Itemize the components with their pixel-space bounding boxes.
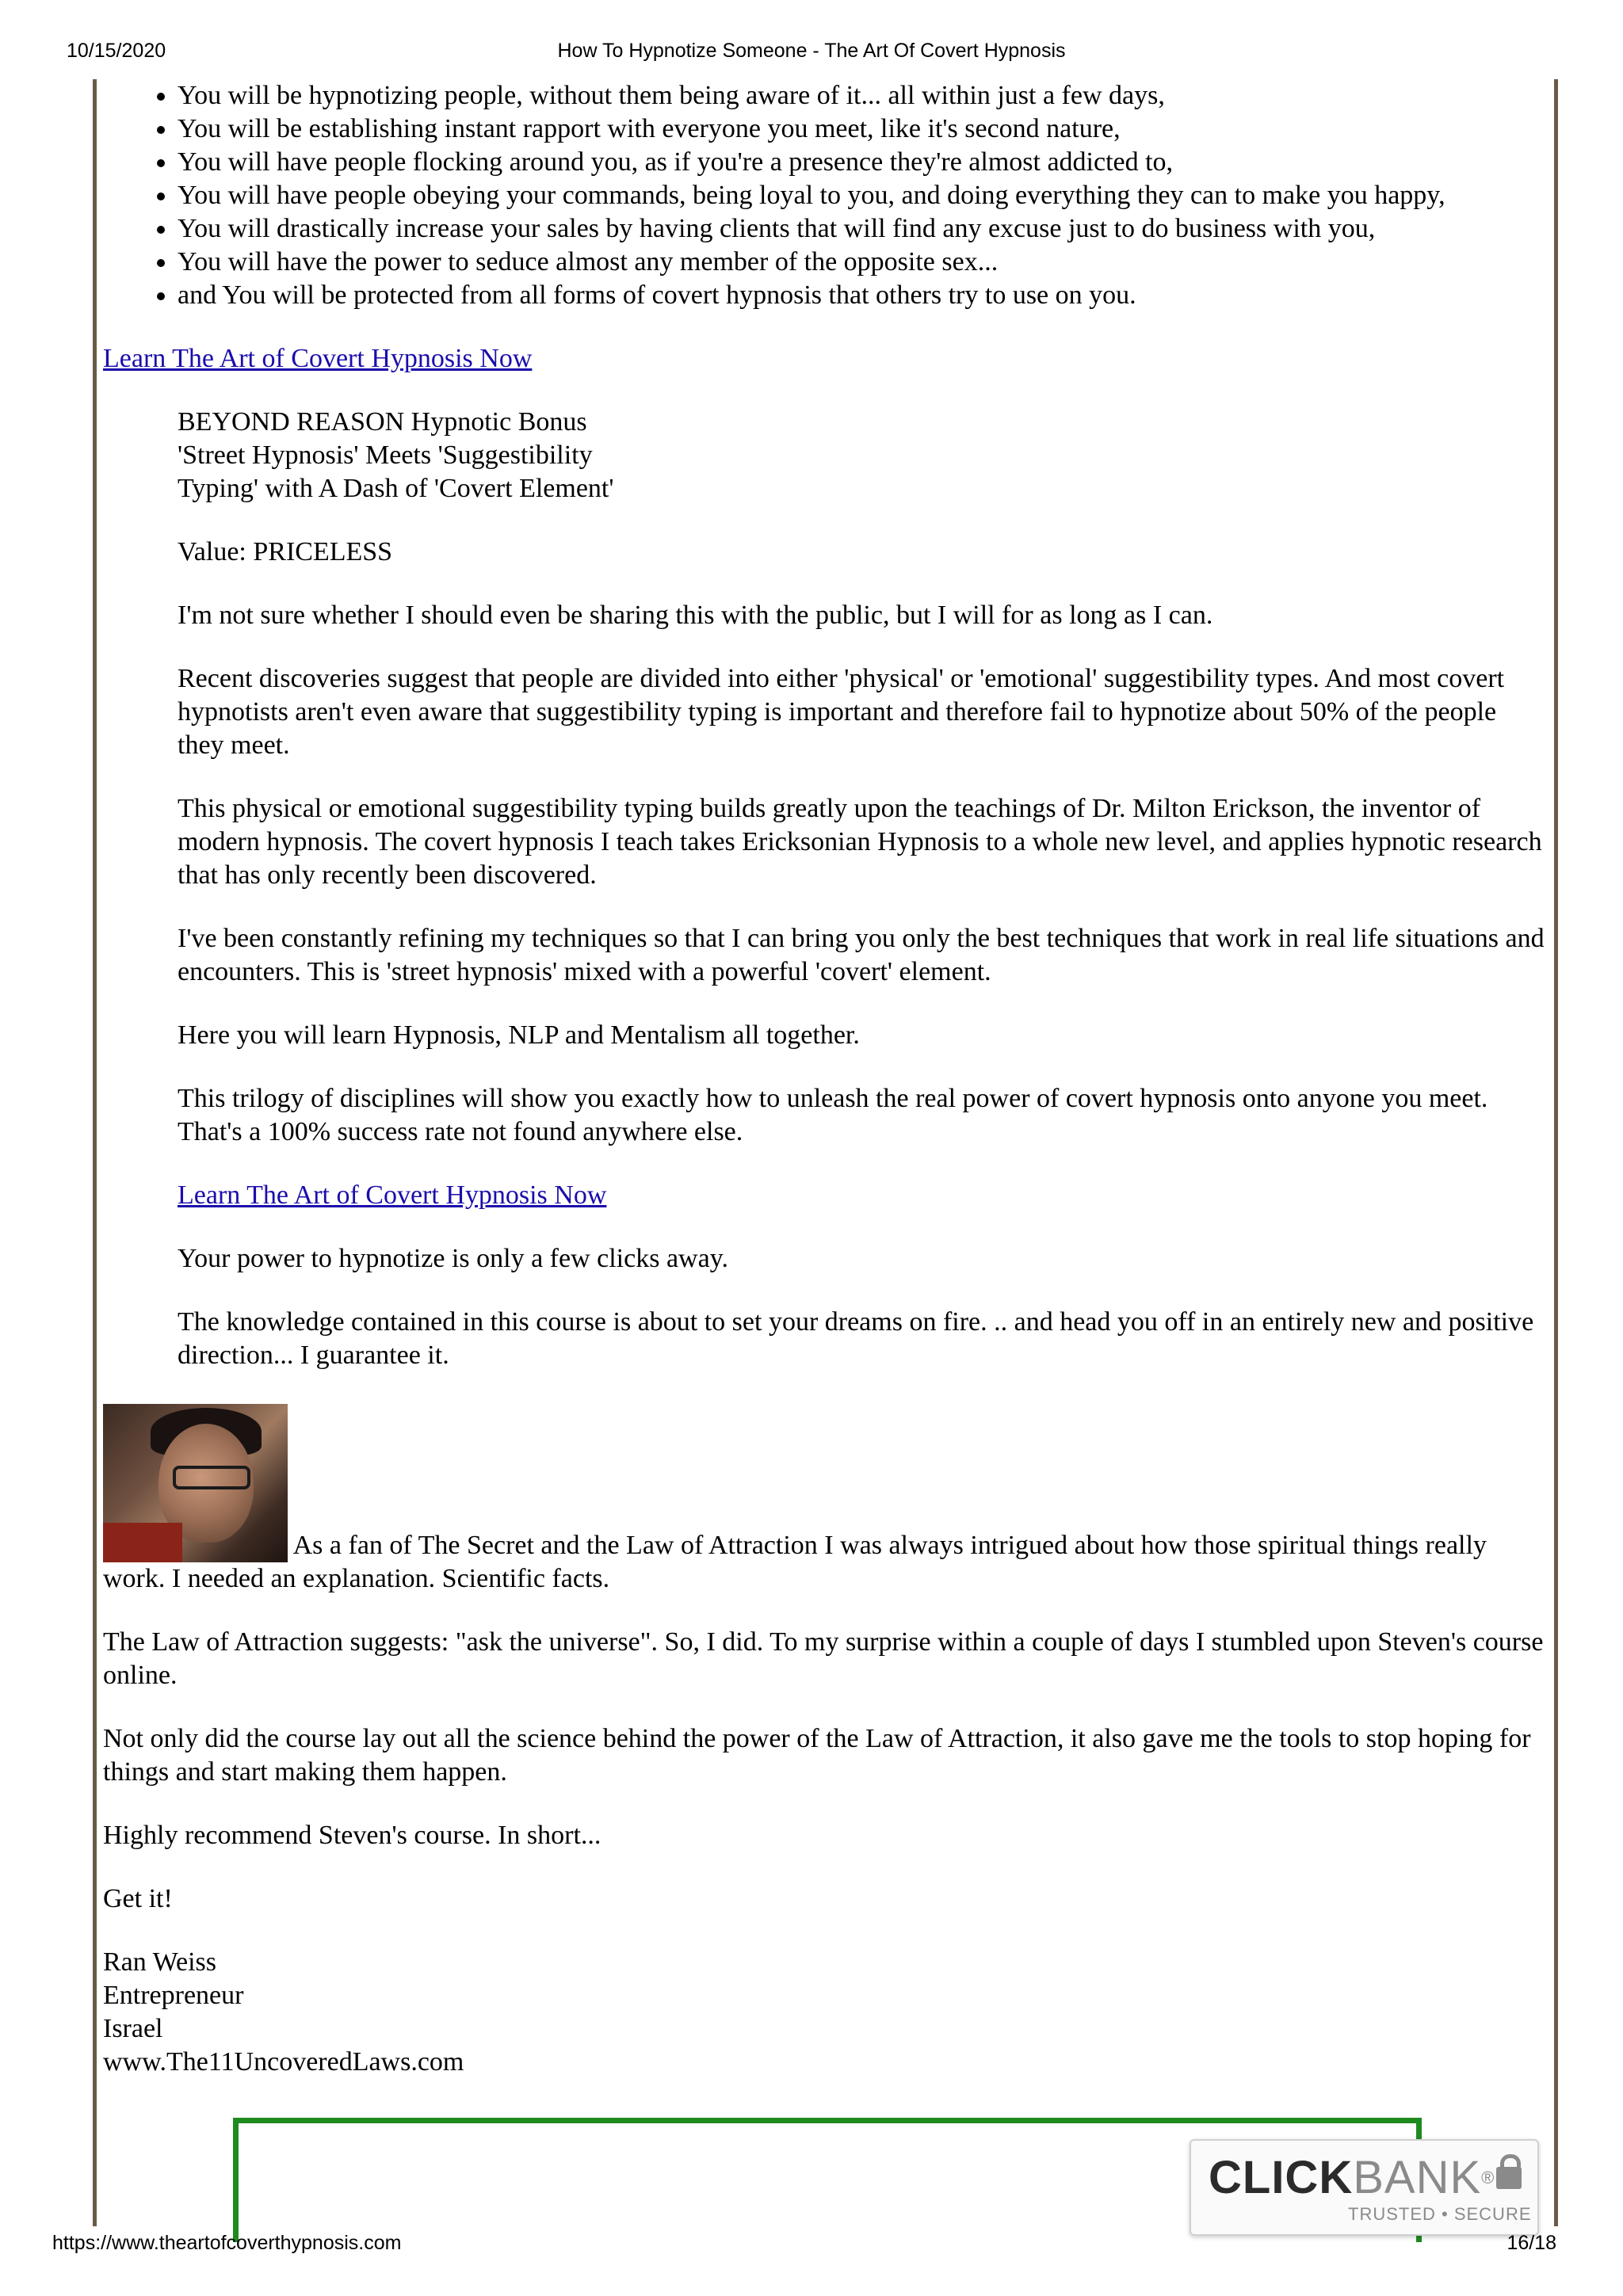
bonus-paragraph: Recent discoveries suggest that people are divided into either 'physical' or 'emotional' suggestibility types. And most covert hypnotists aren't even aware that suggestibility typing is important and therefore fail to hypnotize about 50% of the people they meet.: [178, 664, 1505, 760]
footer-page-number: 16/18: [1507, 2232, 1556, 2254]
bonus-paragraph: I'm not sure whether I should even be sharing this with the public, but I will for as long as I can.: [178, 601, 1213, 630]
clickbank-tagline: TRUSTED • SECURE: [1348, 2204, 1532, 2224]
bonus-title-line-3: Typing' with A Dash of 'Covert Element': [178, 474, 614, 503]
list-item: • and You will be protected from all forms of covert hypnosis that others try to use on you.: [178, 279, 1545, 312]
bonus-title-line-2: 'Street Hypnosis' Meets 'Suggestibility: [178, 441, 593, 470]
bonus-value: Value: PRICELESS: [178, 537, 393, 566]
clickbank-click-text: CLICK: [1209, 2152, 1354, 2203]
testimonial-website: www.The11UncoveredLaws.com: [103, 2047, 464, 2077]
testimonial-paragraph: Get it!: [103, 1884, 173, 1913]
testimonial-photo: [103, 1404, 288, 1562]
bonus-paragraph: Your power to hypnotize is only a few clicks away.: [178, 1244, 728, 1273]
header-title: How To Hypnotize Someone - The Art Of Covert Hypnosis: [557, 40, 1066, 62]
footer-url: https://www.theartofcoverthypnosis.com: [52, 2232, 402, 2254]
testimonial-paragraph: Not only did the course lay out all the science behind the power of the Law of Attraction, it also gave me the tools to stop hoping for things and start making them happen.: [103, 1724, 1531, 1787]
bonus-paragraph: The knowledge contained in this course is about to set your dreams on fire. .. and head you off in an entirely new and positive direction... I guarantee it.: [178, 1307, 1534, 1370]
testimonial-paragraph: Highly recommend Steven's course. In short...: [103, 1821, 601, 1850]
list-item: • You will have people obeying your commands, being loyal to you, and doing everything they can to make you happy,: [178, 179, 1545, 212]
cta-link-2[interactable]: Learn The Art of Covert Hypnosis Now: [178, 1180, 607, 1210]
bonus-paragraph: I've been constantly refining my techniques so that I can bring you only the best techniques that work in real life situations and encounters. This is 'street hypnosis' mixed with a powerful 'covert' element.: [178, 924, 1545, 986]
testimonial: [103, 1404, 1545, 2079]
list-item: • You will be establishing instant rapport with everyone you meet, like it's second nature,: [178, 113, 1545, 146]
testimonial-intro: As a fan of The Secret and the Law of Attraction I was always intrigued about how those spiritual things really work. I needed an explanation. Scientific facts.: [103, 1531, 1487, 1593]
list-item: • You will have the power to seduce almost any member of the opposite sex...: [178, 246, 1545, 279]
cta-link-1[interactable]: Learn The Art of Covert Hypnosis Now: [103, 344, 533, 373]
bonus-paragraph: This physical or emotional suggestibility typing builds greatly upon the teachings of Dr. Milton Erickson, the inventor of modern hypnosis. The covert hypnosis I teach takes Ericksonian Hypnosis to a whole new level, and applies hypnotic research that has only recently been discovered.: [178, 794, 1542, 890]
testimonial-paragraph: The Law of Attraction suggests: "ask the universe". So, I did. To my surprise within a couple of days I stumbled upon Steven's course online.: [103, 1627, 1544, 1690]
testimonial-country: Israel: [103, 2014, 163, 2043]
lock-icon: [1496, 2167, 1522, 2189]
clickbank-badge[interactable]: [1190, 2139, 1539, 2236]
main-content: [103, 79, 1545, 2079]
list-item: • You will be hypnotizing people, without them being aware of it... all within just a few days,: [178, 79, 1545, 113]
list-item: • You will drastically increase your sales by having clients that will find any excuse just to do business with you,: [178, 212, 1545, 246]
clickbank-bank-text: BANK: [1353, 2152, 1482, 2203]
list-item: • You will have people flocking around you, as if you're a presence they're almost addicted to,: [178, 146, 1545, 179]
bonus-title-line-1: BEYOND REASON Hypnotic Bonus: [178, 407, 587, 437]
bonus-section: [103, 406, 1545, 1372]
clickbank-registered-mark: ®: [1481, 2168, 1495, 2187]
bonus-paragraph: Here you will learn Hypnosis, NLP and Mentalism all together.: [178, 1020, 860, 1050]
benefit-list: [103, 79, 1545, 312]
testimonial-name: Ran Weiss: [103, 1947, 217, 1977]
bonus-paragraph: This trilogy of disciplines will show you exactly how to unleash the real power of covert hypnosis onto anyone you meet. That's a 100% success rate not found anywhere else.: [178, 1084, 1488, 1146]
testimonial-role: Entrepreneur: [103, 1981, 244, 2010]
header-date: 10/15/2020: [67, 40, 166, 62]
